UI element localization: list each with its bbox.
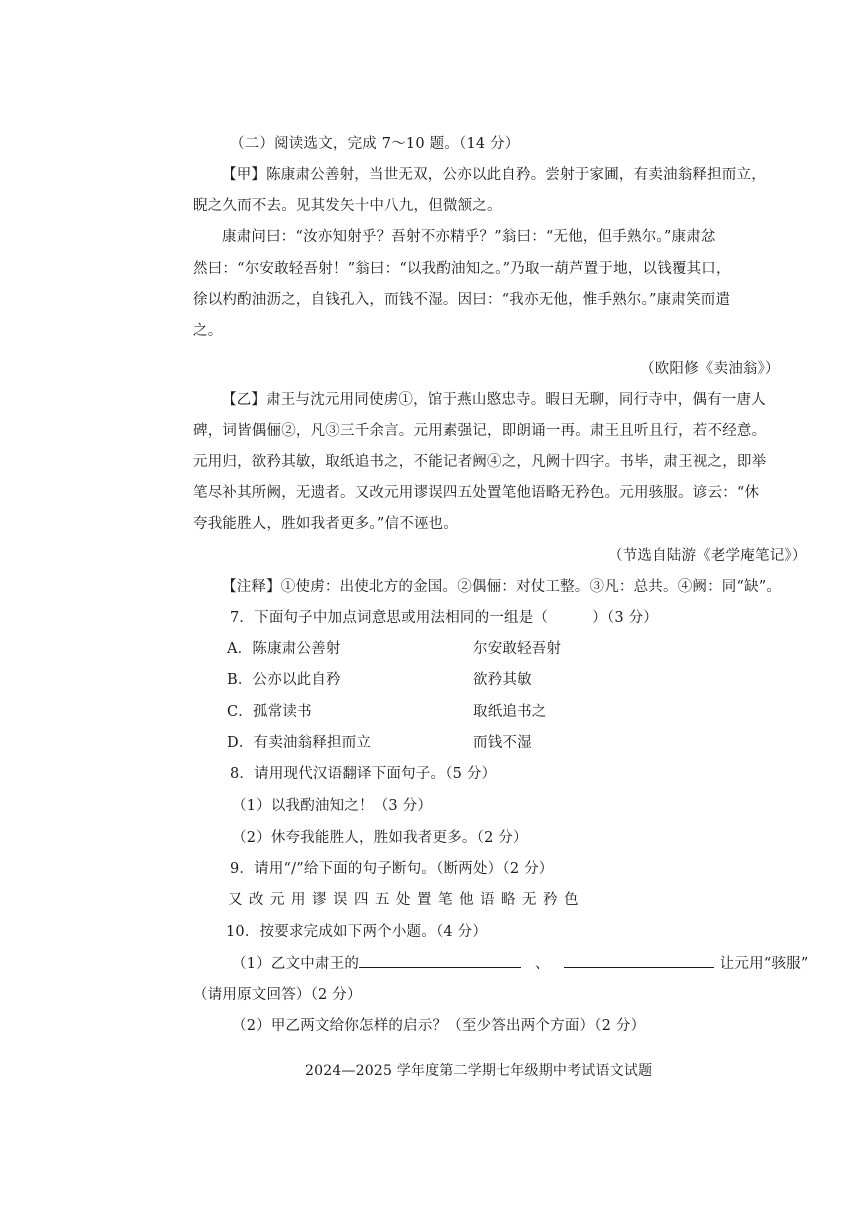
q8-stem: 8．请用现代汉语翻译下面句子。（5 分） [230, 766, 497, 782]
annotation-notes: 【注释】①使虏：出使北方的金国。②偶俪：对仗工整。③凡：总共。④阙：同“缺”。 [222, 579, 782, 595]
answer-blank-1[interactable] [359, 955, 521, 968]
passage-jia-line-1: 【甲】陈康肃公善射，当世无双，公亦以此自矜。尝射于家圃，有卖油翁释担而立， [222, 167, 766, 183]
q10-sub-1-separator: 、 [535, 956, 550, 972]
passage-jia-line-5: 徐以杓酌油沥之，自钱孔入，而钱不湿。因曰：“我亦无他，惟手熟尔。”康肃笑而遣 [193, 292, 731, 308]
page-footer: 2024—2025 学年度第二学期七年级期中考试语文试题 [305, 1063, 653, 1079]
q7-option-c-right: 取纸追书之 [473, 704, 547, 720]
passage-yi-line-5: 夸我能胜人，胜如我者更多。”信不诬也。 [193, 516, 458, 532]
section-header: （二）阅读选文，完成 7～10 题。（14 分） [230, 136, 520, 152]
q10-sub-1-line-2: （请用原文回答）（2 分） [193, 987, 362, 1003]
q10-sub-2: （2）甲乙两文给你怎样的启示？（至少答出两个方面）（2 分） [232, 1018, 646, 1034]
q10-sub-1-suffix: 让元用“骇服” [719, 956, 809, 972]
passage-jia-line-6: 之。 [193, 323, 223, 339]
q9-sentence: 又改元用谬误四五处置笔他语略无矜色 [228, 892, 585, 908]
passage-jia-line-2: 睨之久而不去。见其发矢十中八九，但微颔之。 [193, 198, 502, 214]
q7-option-d-left: D．有卖油翁释担而立 [227, 735, 372, 751]
q7-option-b-left: B．公亦以此自矜 [227, 672, 341, 688]
q7-option-a-right: 尔安敢轻吾射 [473, 641, 562, 657]
passage-jia-line-3: 康肃问曰：“汝亦知射乎？吾射不亦精乎？”翁曰：“无他，但手熟尔。”康肃忿 [222, 229, 716, 245]
passage-jia-line-4: 然曰：“尔安敢轻吾射！”翁曰：“以我酌油知之。”乃取一葫芦置于地，以钱覆其口， [193, 261, 731, 277]
passage-yi-line-4: 笔尽补其所阙，无遗者。又改元用谬误四五处置笔他语略无矜色。元用骇服。谚云：“休 [193, 485, 760, 501]
passage-yi-line-1: 【乙】肃王与沈元用同使虏①，馆于燕山愍忠寺。暇日无聊，同行寺中，偶有一唐人 [222, 392, 766, 408]
q9-stem: 9．请用“/”给下面的句子断句。（断两处）（2 分） [230, 861, 554, 877]
q7-stem: 7．下面句子中加点词意思或用法相同的一组是（ ）（3 分） [230, 610, 659, 626]
q7-option-a-left: A．陈康肃公善射 [227, 641, 341, 657]
q7-option-c-left: C．孤常读书 [227, 704, 312, 720]
passage-jia-source: （欧阳修《卖油翁》） [640, 361, 780, 377]
q7-option-d-right: 而钱不湿 [473, 735, 532, 751]
passage-yi-source: （节选自陆游《老学庵笔记》） [608, 548, 807, 564]
answer-blank-2[interactable] [564, 955, 714, 968]
passage-yi-line-2: 碑，词皆偶俪②，凡③三千余言。元用素强记，即朗诵一再。肃王且听且行，若不经意。 [193, 423, 767, 439]
q10-stem: 10．按要求完成如下两个小题。（4 分） [226, 924, 488, 940]
q8-sub-1: （1）以我酌油知之！（3 分） [232, 798, 433, 814]
q7-option-b-right: 欲矜其敏 [473, 672, 532, 688]
passage-yi-line-3: 元用归，欲矜其敏，取纸追书之，不能记者阙④之，凡阙十四字。书毕，肃王视之，即举 [193, 454, 767, 470]
q8-sub-2: （2）休夸我能胜人，胜如我者更多。（2 分） [232, 830, 528, 846]
q10-sub-1-prefix: （1）乙文中肃王的 [232, 956, 360, 972]
q10-sub-1 [232, 952, 808, 973]
